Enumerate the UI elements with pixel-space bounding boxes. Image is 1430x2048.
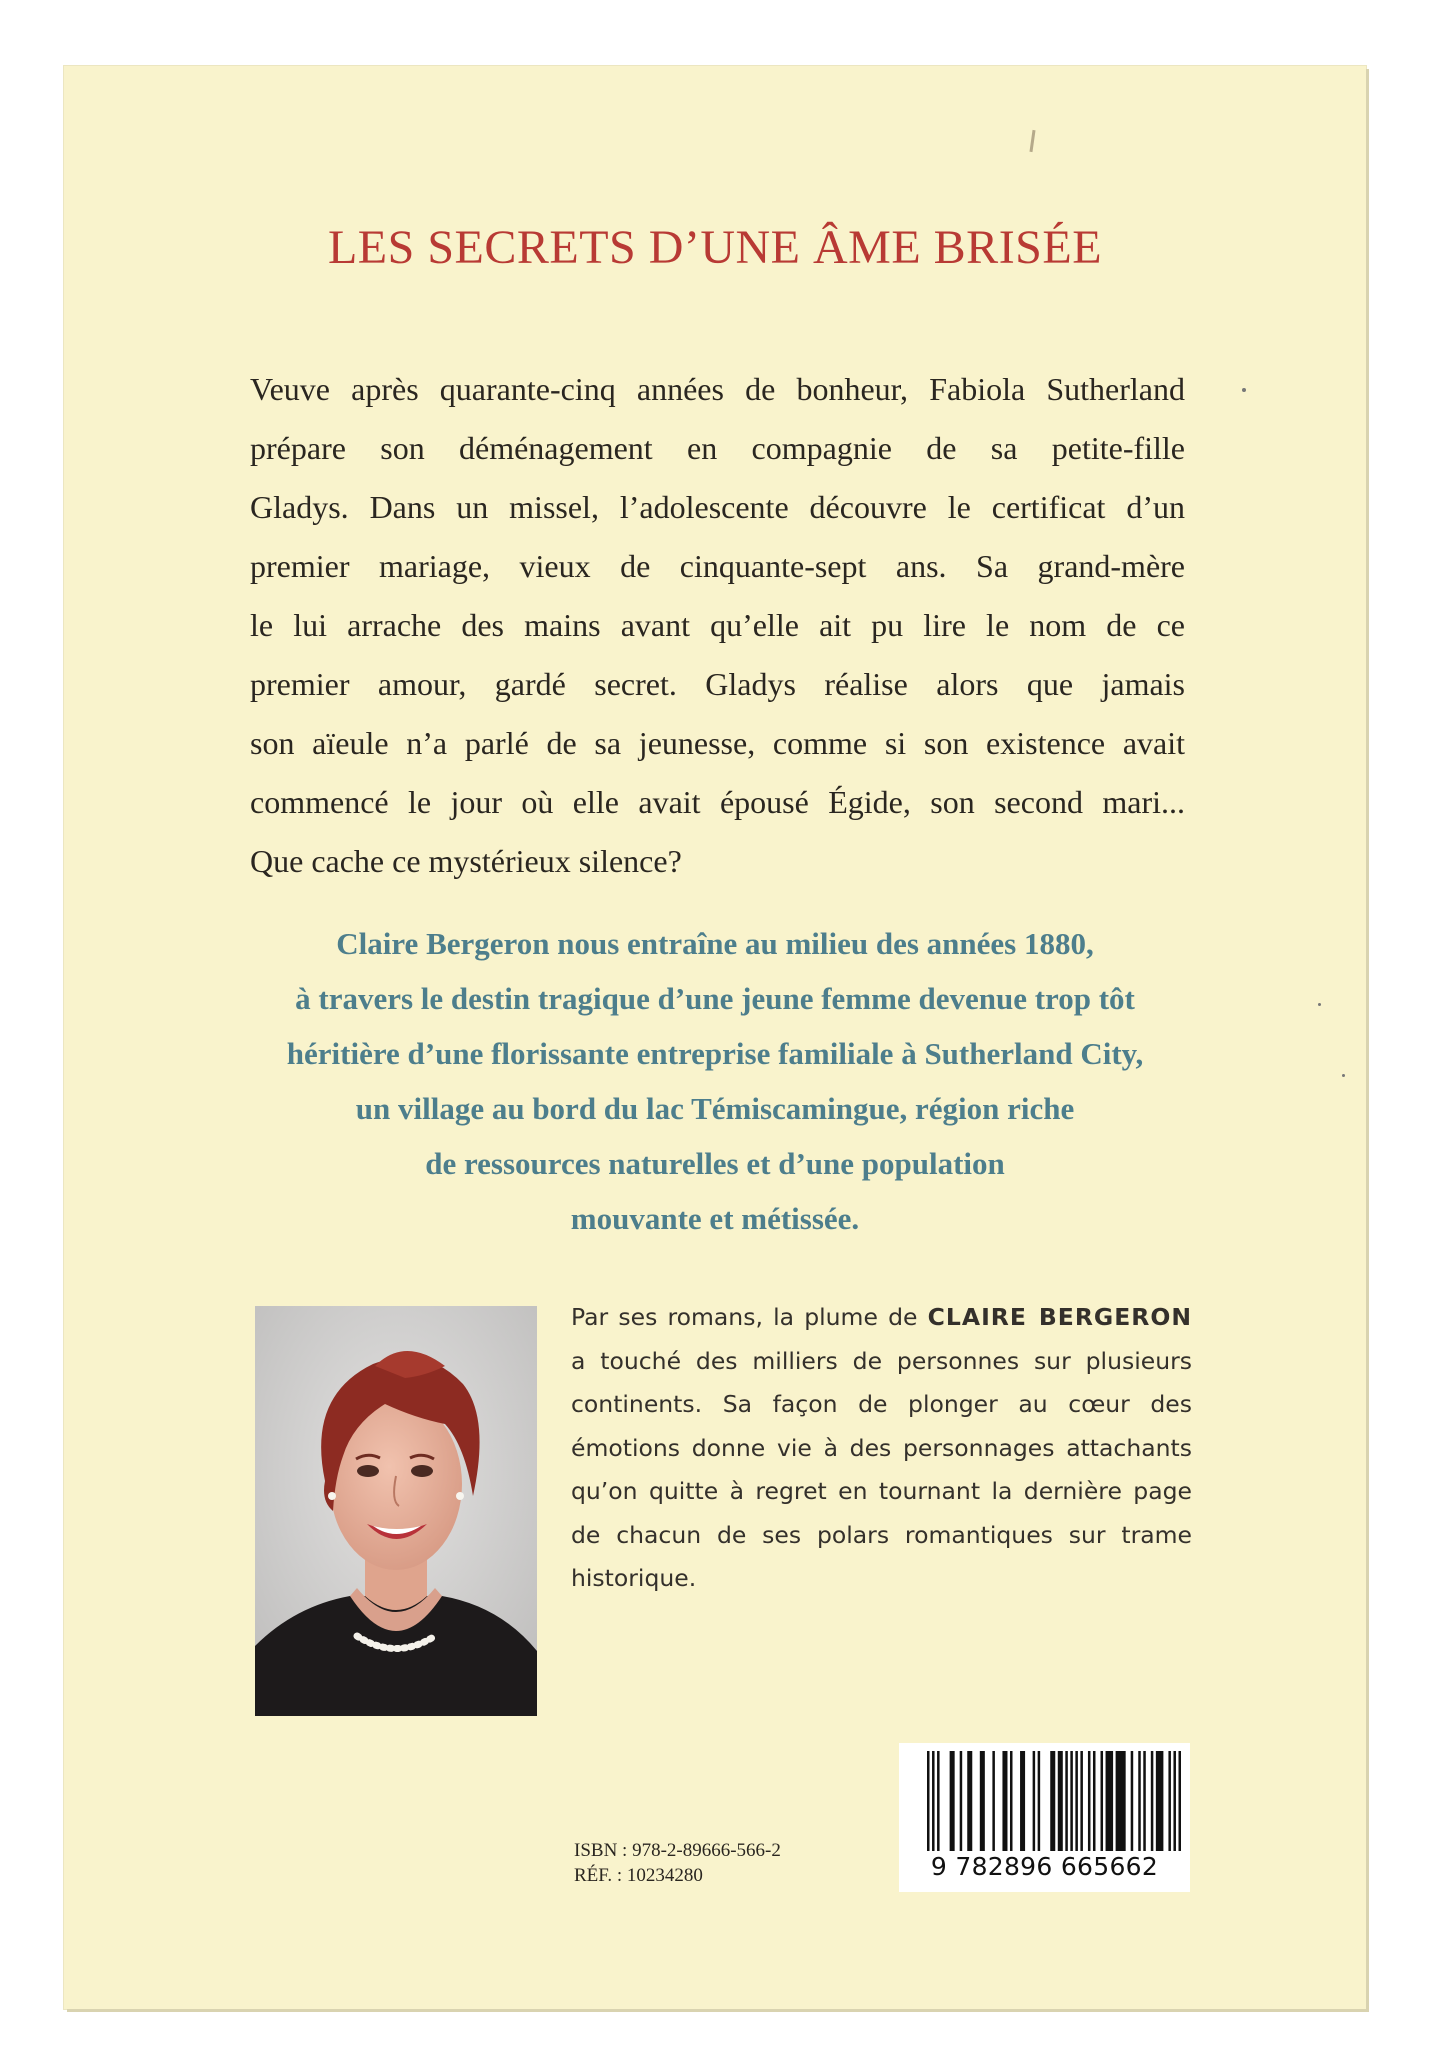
- barcode-bar: [950, 1751, 955, 1851]
- barcode-bar: [1075, 1751, 1078, 1851]
- synopsis-line: prépare son déménagement en compagnie de sa petite-fille: [250, 430, 1185, 466]
- barcode-bar: [1070, 1751, 1073, 1851]
- bio-line: qu’on quitte à regret en tournant la dernière page: [571, 1477, 1192, 1505]
- barcode-bar: [967, 1751, 972, 1851]
- teaser-line: à travers le destin tragique d’une jeune femme devenue trop tôt: [295, 981, 1135, 1016]
- dust-speck: [1242, 388, 1246, 392]
- barcode-bar: [1106, 1751, 1114, 1851]
- dust-speck: [1318, 1003, 1321, 1006]
- bio-line: émotions donne vie à des personnages attachants: [571, 1433, 1192, 1462]
- barcode-bar: [1173, 1751, 1176, 1851]
- author-name: CLAIRE BERGERON: [927, 1303, 1192, 1331]
- ref-text: RÉF. : 10234280: [574, 1865, 703, 1886]
- barcode-bar: [1058, 1751, 1063, 1851]
- barcode-bar: [1065, 1751, 1068, 1851]
- barcode-bar: [1088, 1751, 1091, 1851]
- barcode-bar: [1156, 1751, 1164, 1851]
- bio-line: [571, 1296, 1192, 1340]
- teaser-line: de ressources naturelles et d’une population: [425, 1146, 1005, 1181]
- synopsis-line: son aïeule n’a parlé de sa jeunesse, comme si son existence avait: [250, 725, 1185, 761]
- barcode-bar: [1178, 1751, 1181, 1851]
- bio-line: historique.: [571, 1564, 697, 1592]
- teaser-line: un village au bord du lac Témiscamingue, région riche: [355, 1091, 1075, 1126]
- barcode-bar: [1151, 1751, 1154, 1851]
- bio-line: continents. Sa façon de plonger au cœur des: [571, 1390, 1192, 1418]
- barcode-number: 9 782896 665662: [930, 1852, 1159, 1881]
- barcode-bar: [992, 1751, 995, 1851]
- bio-line: a touché des milliers de personnes sur plusieurs: [571, 1346, 1192, 1375]
- barcode-bar: [1010, 1751, 1013, 1851]
- synopsis-line: Que cache ce mystérieux silence?: [250, 843, 682, 879]
- barcode-bar: [1093, 1751, 1096, 1851]
- barcode-bar: [1168, 1751, 1171, 1851]
- synopsis-line: premier amour, gardé secret. Gladys réalise alors que jamais: [250, 666, 1185, 702]
- author-photo: [255, 1306, 537, 1716]
- barcode-bar: [1033, 1751, 1036, 1851]
- barcode: [899, 1743, 1190, 1892]
- bio-prefix: Par ses romans, la plume de: [571, 1303, 928, 1331]
- synopsis-line: commencé le jour où elle avait épousé Égide, son second mari...: [250, 784, 1185, 820]
- barcode-bar: [1020, 1751, 1025, 1851]
- bio-line: de chacun de ses polars romantiques sur trame: [571, 1520, 1192, 1549]
- book-title: LES SECRETS D’UNE ÂME BRISÉE: [327, 221, 1103, 274]
- barcode-bar: [1050, 1751, 1055, 1851]
- barcode-bar: [1080, 1751, 1083, 1851]
- synopsis-line: le lui arrache des mains avant qu’elle ait pu lire le nom de ce: [250, 607, 1185, 643]
- barcode-bar: [1116, 1751, 1126, 1851]
- teaser-line: héritière d’une florissante entreprise familiale à Sutherland City,: [286, 1036, 1144, 1071]
- barcode-bar: [1138, 1751, 1141, 1851]
- teaser-paragraph: [230, 916, 1200, 1246]
- barcode-bar: [980, 1751, 985, 1851]
- barcode-bar: [1038, 1751, 1041, 1851]
- barcode-bar: [932, 1751, 935, 1851]
- barcode-bar: [1101, 1751, 1104, 1851]
- barcode-bars: [899, 1743, 1190, 1853]
- barcode-bar: [1002, 1751, 1007, 1851]
- teaser-line: mouvante et métissée.: [570, 1201, 860, 1236]
- barcode-bar: [1143, 1751, 1146, 1851]
- author-portrait-illustration: [255, 1306, 537, 1716]
- barcode-bar: [1131, 1751, 1134, 1851]
- synopsis-line: Gladys. Dans un missel, l’adolescente découvre le certificat d’un: [250, 489, 1185, 525]
- teaser-line: Claire Bergeron nous entraîne au milieu des années 1880,: [336, 926, 1094, 961]
- barcode-bar: [960, 1751, 963, 1851]
- synopsis-line: premier mariage, vieux de cinquante-sept ans. Sa grand-mère: [250, 548, 1185, 584]
- synopsis-paragraph: [250, 360, 1185, 891]
- barcode-bar: [927, 1751, 930, 1851]
- isbn-block: [574, 1838, 781, 1888]
- isbn-text: ISBN : 978-2-89666-566-2: [574, 1840, 781, 1861]
- barcode-bar: [937, 1751, 940, 1851]
- author-bio: [571, 1296, 1192, 1601]
- synopsis-line: Veuve après quarante-cinq années de bonheur, Fabiola Sutherland: [250, 371, 1185, 407]
- dust-speck: [1342, 1074, 1345, 1077]
